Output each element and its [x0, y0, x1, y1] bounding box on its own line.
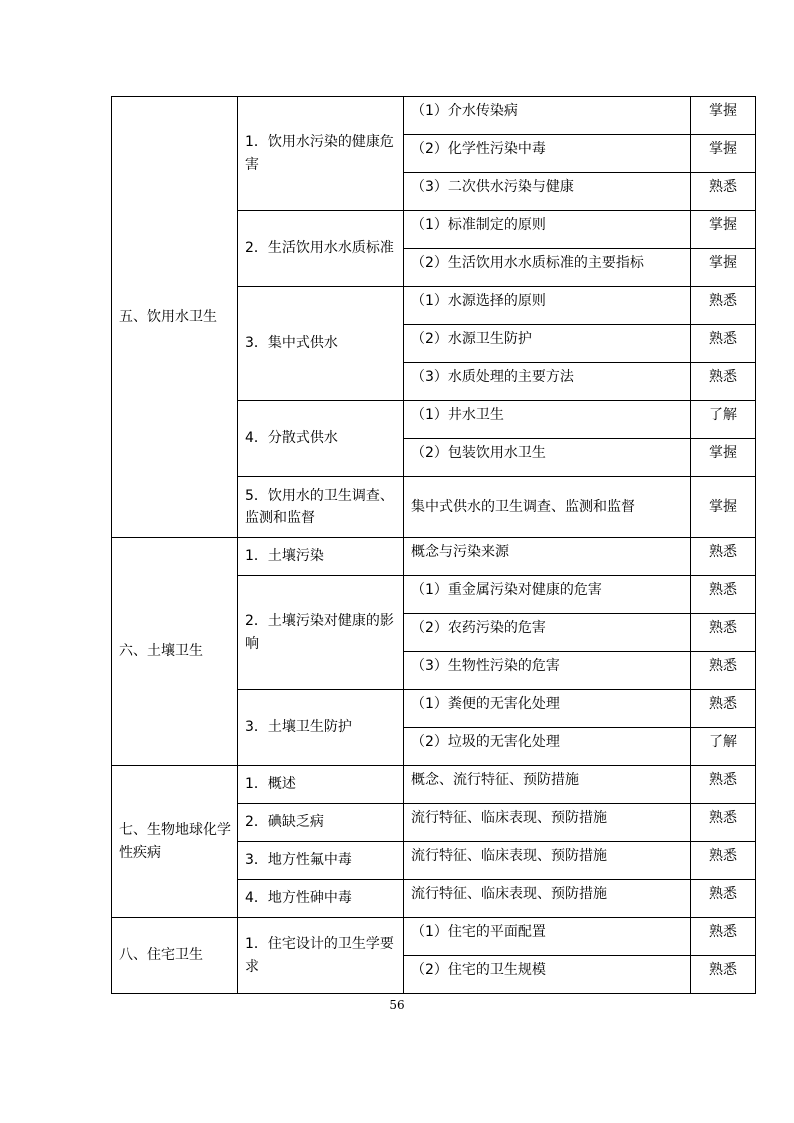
content-cell: （3）生物性污染的危害 — [404, 652, 691, 690]
section-title-cell: 七、生物地球化学性疾病 — [112, 766, 238, 918]
subsection-title-cell: 4．分散式供水 — [238, 401, 404, 477]
content-cell: （2）农药污染的危害 — [404, 614, 691, 652]
requirement-level-cell: 熟悉 — [691, 652, 756, 690]
requirement-level-cell: 熟悉 — [691, 173, 756, 211]
content-cell: （1）井水卫生 — [404, 401, 691, 439]
requirement-level-cell: 熟悉 — [691, 538, 756, 576]
content-cell: 流行特征、临床表现、预防措施 — [404, 804, 691, 842]
content-cell: （2）垃圾的无害化处理 — [404, 728, 691, 766]
table-row — [112, 97, 756, 135]
subsection-title-cell: 4．地方性砷中毒 — [238, 880, 404, 918]
content-cell: （2）住宅的卫生规模 — [404, 956, 691, 994]
table-row — [112, 538, 756, 576]
requirement-level-cell: 熟悉 — [691, 804, 756, 842]
requirement-level-cell: 掌握 — [691, 135, 756, 173]
requirement-level-cell: 熟悉 — [691, 690, 756, 728]
content-cell: （2）生活饮用水水质标准的主要指标 — [404, 249, 691, 287]
content-cell: 流行特征、临床表现、预防措施 — [404, 880, 691, 918]
requirement-level-cell: 掌握 — [691, 249, 756, 287]
requirement-level-cell: 了解 — [691, 728, 756, 766]
section-title-cell: 八、住宅卫生 — [112, 918, 238, 994]
requirement-level-cell: 熟悉 — [691, 363, 756, 401]
content-cell: （1）重金属污染对健康的危害 — [404, 576, 691, 614]
content-cell: 集中式供水的卫生调查、监测和监督 — [404, 477, 691, 538]
requirement-level-cell: 熟悉 — [691, 614, 756, 652]
requirement-level-cell: 掌握 — [691, 477, 756, 538]
subsection-title-cell: 1．土壤污染 — [238, 538, 404, 576]
content-cell: （1）介水传染病 — [404, 97, 691, 135]
content-cell: （1）住宅的平面配置 — [404, 918, 691, 956]
content-cell: （2）水源卫生防护 — [404, 325, 691, 363]
subsection-title-cell: 3．土壤卫生防护 — [238, 690, 404, 766]
requirement-level-cell: 熟悉 — [691, 918, 756, 956]
subsection-title-cell: 1．住宅设计的卫生学要求 — [238, 918, 404, 994]
requirement-level-cell: 熟悉 — [691, 325, 756, 363]
requirement-level-cell: 熟悉 — [691, 576, 756, 614]
requirement-level-cell: 熟悉 — [691, 766, 756, 804]
requirement-level-cell: 熟悉 — [691, 880, 756, 918]
content-cell: （3）水质处理的主要方法 — [404, 363, 691, 401]
table-row — [112, 766, 756, 804]
subsection-title-cell: 2．生活饮用水水质标准 — [238, 211, 404, 287]
subsection-title-cell: 3．地方性氟中毒 — [238, 842, 404, 880]
requirement-level-cell: 掌握 — [691, 97, 756, 135]
section-title-cell: 五、饮用水卫生 — [112, 97, 238, 538]
content-cell: （1）标准制定的原则 — [404, 211, 691, 249]
section-title-cell: 六、土壤卫生 — [112, 538, 238, 766]
page-number: 56 — [389, 998, 405, 1012]
requirement-level-cell: 熟悉 — [691, 287, 756, 325]
content-cell: （2）化学性污染中毒 — [404, 135, 691, 173]
content-cell: （2）包装饮用水卫生 — [404, 439, 691, 477]
requirement-level-cell: 掌握 — [691, 439, 756, 477]
subsection-title-cell: 2．碘缺乏病 — [238, 804, 404, 842]
subsection-title-cell: 3．集中式供水 — [238, 287, 404, 401]
syllabus-table-body — [112, 97, 756, 994]
content-cell: 概念与污染来源 — [404, 538, 691, 576]
content-cell: （1）水源选择的原则 — [404, 287, 691, 325]
requirement-level-cell: 熟悉 — [691, 842, 756, 880]
subsection-title-cell: 1．饮用水污染的健康危害 — [238, 97, 404, 211]
subsection-title-cell: 1．概述 — [238, 766, 404, 804]
subsection-title-cell: 2．土壤污染对健康的影响 — [238, 576, 404, 690]
subsection-title-cell: 5．饮用水的卫生调查、监测和监督 — [238, 477, 404, 538]
content-cell: 流行特征、临床表现、预防措施 — [404, 842, 691, 880]
requirement-level-cell: 了解 — [691, 401, 756, 439]
requirement-level-cell: 掌握 — [691, 211, 756, 249]
content-cell: （1）粪便的无害化处理 — [404, 690, 691, 728]
requirement-level-cell: 熟悉 — [691, 956, 756, 994]
table-row — [112, 918, 756, 956]
syllabus-table — [111, 96, 756, 994]
content-cell: 概念、流行特征、预防措施 — [404, 766, 691, 804]
content-cell: （3）二次供水污染与健康 — [404, 173, 691, 211]
